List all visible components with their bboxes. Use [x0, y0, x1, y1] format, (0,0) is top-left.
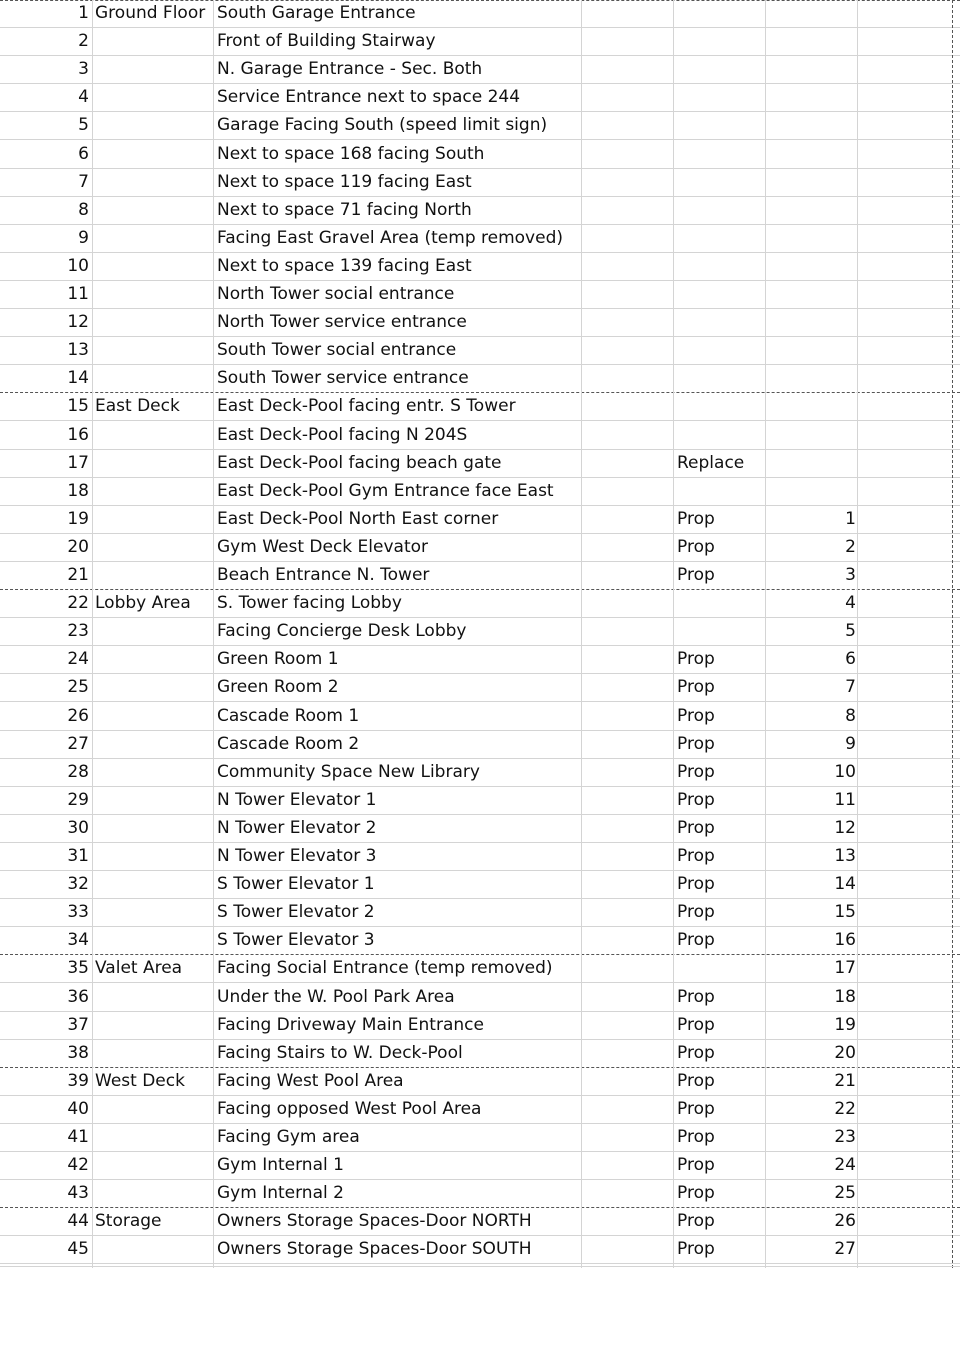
status-cell[interactable]: Prop	[677, 1098, 715, 1119]
row-number-cell[interactable]: 26	[67, 705, 89, 726]
status-cell[interactable]: Prop	[677, 1127, 715, 1147]
location-description-cell[interactable]: Facing West Pool Area	[217, 1070, 404, 1091]
row-number-cell[interactable]: 29	[67, 789, 89, 810]
status-cell[interactable]: Prop	[677, 649, 715, 670]
table-row	[0, 1096, 960, 1124]
row-number-cell[interactable]: 33	[67, 902, 89, 923]
page-break-right	[952, 0, 953, 1268]
count-cell[interactable]	[767, 112, 856, 139]
status-cell[interactable]	[677, 422, 767, 449]
count-cell[interactable]	[767, 478, 856, 505]
row-number-cell[interactable]: 16	[67, 424, 89, 445]
table-row	[0, 871, 960, 899]
status-cell[interactable]	[677, 618, 767, 645]
count-cell[interactable]: 22	[834, 1098, 856, 1119]
area-cell[interactable]: Ground Floor	[95, 3, 206, 23]
row-number-cell[interactable]: 31	[67, 846, 89, 866]
status-cell[interactable]	[677, 225, 767, 252]
area-cell[interactable]	[95, 1236, 213, 1263]
count-cell[interactable]: 14	[834, 874, 856, 895]
row-number-cell[interactable]: 45	[67, 1239, 89, 1260]
area-cell[interactable]	[95, 899, 213, 926]
status-cell[interactable]: Prop	[677, 565, 715, 585]
location-description-cell[interactable]: Facing Gym area	[217, 1127, 360, 1147]
area-cell[interactable]	[95, 1152, 213, 1179]
count-cell[interactable]	[767, 393, 856, 420]
area-cell[interactable]: Storage	[95, 1211, 162, 1232]
status-cell[interactable]: Prop	[677, 1070, 715, 1091]
row-number-cell[interactable]: 34	[67, 930, 89, 951]
location-description-cell[interactable]: S Tower Elevator 1	[217, 874, 375, 895]
count-cell[interactable]	[767, 28, 856, 55]
status-cell[interactable]: Prop	[677, 930, 715, 951]
row-number-cell[interactable]: 15	[67, 396, 89, 417]
count-cell[interactable]	[767, 141, 856, 168]
area-cell[interactable]	[95, 365, 213, 392]
status-cell[interactable]	[677, 56, 767, 83]
location-description-cell[interactable]: N Tower Elevator 2	[217, 817, 377, 838]
count-cell[interactable]: 27	[834, 1239, 856, 1260]
count-cell[interactable]: 20	[834, 1042, 856, 1063]
location-description-cell[interactable]: Facing Concierge Desk Lobby	[217, 621, 467, 642]
row-number-cell[interactable]: 24	[67, 649, 89, 670]
count-cell[interactable]: 15	[834, 902, 856, 923]
table-row	[0, 955, 960, 983]
table-row	[0, 1152, 960, 1180]
count-cell[interactable]: 3	[845, 565, 856, 585]
area-cell[interactable]	[95, 281, 213, 308]
location-description-cell[interactable]: Gym Internal 2	[217, 1183, 344, 1204]
table-row	[0, 393, 960, 421]
status-cell[interactable]: Prop	[677, 1042, 715, 1063]
location-description-cell[interactable]: N Tower Elevator 1	[217, 789, 377, 810]
location-description-cell[interactable]: East Deck-Pool facing N 204S	[217, 424, 468, 445]
area-cell[interactable]	[95, 169, 213, 196]
status-cell[interactable]	[677, 393, 767, 420]
location-description-cell[interactable]: Facing East Gravel Area (temp removed)	[217, 227, 564, 248]
location-description-cell[interactable]: Next to space 71 facing North	[217, 199, 472, 220]
table-row	[0, 225, 960, 253]
count-cell[interactable]: 4	[845, 593, 856, 614]
location-description-cell[interactable]: S. Tower facing Lobby	[217, 593, 402, 614]
count-cell[interactable]: 24	[834, 1155, 856, 1176]
count-cell[interactable]	[767, 281, 856, 308]
table-row	[0, 815, 960, 843]
table-row	[0, 646, 960, 674]
table-row	[0, 1124, 960, 1152]
table-row	[0, 731, 960, 759]
location-description-cell[interactable]: Under the W. Pool Park Area	[217, 986, 455, 1007]
area-cell[interactable]	[95, 56, 213, 83]
status-cell[interactable]	[677, 365, 767, 392]
row-number-cell[interactable]: 2	[78, 31, 89, 52]
area-cell[interactable]	[95, 253, 213, 280]
row-number-cell[interactable]: 38	[67, 1042, 89, 1063]
location-description-cell[interactable]: Owners Storage Spaces-Door NORTH	[217, 1211, 532, 1232]
status-cell[interactable]: Prop	[677, 986, 715, 1007]
count-cell[interactable]: 17	[834, 958, 856, 979]
status-cell[interactable]	[677, 337, 767, 364]
row-number-cell[interactable]: 14	[67, 368, 89, 389]
table-row	[0, 1012, 960, 1040]
row-number-cell[interactable]: 35	[67, 958, 89, 979]
status-cell[interactable]	[677, 955, 767, 982]
count-cell[interactable]: 5	[845, 621, 856, 642]
row-number-cell[interactable]: 27	[67, 733, 89, 754]
row-number-cell[interactable]: 1	[78, 3, 89, 23]
row-number-cell[interactable]: 23	[67, 621, 89, 642]
area-cell[interactable]	[95, 618, 213, 645]
area-cell[interactable]: Lobby Area	[95, 593, 191, 614]
table-row	[0, 422, 960, 450]
area-cell[interactable]	[95, 534, 213, 561]
location-description-cell[interactable]: South Garage Entrance	[217, 3, 416, 23]
status-cell[interactable]	[677, 169, 767, 196]
location-description-cell[interactable]: N Tower Elevator 3	[217, 846, 377, 866]
status-cell[interactable]: Prop	[677, 508, 715, 529]
area-cell[interactable]	[95, 225, 213, 252]
table-row	[0, 141, 960, 169]
location-description-cell[interactable]: Gym West Deck Elevator	[217, 536, 428, 557]
count-cell[interactable]: 16	[834, 930, 856, 951]
area-cell[interactable]	[95, 478, 213, 505]
count-cell[interactable]: 23	[834, 1127, 856, 1147]
count-cell[interactable]	[767, 337, 856, 364]
table-row	[0, 84, 960, 112]
table-row	[0, 0, 960, 28]
table-row	[0, 281, 960, 309]
location-description-cell[interactable]: Next to space 168 facing South	[217, 143, 485, 164]
location-description-cell[interactable]: S Tower Elevator 3	[217, 930, 375, 951]
location-description-cell[interactable]: North Tower social entrance	[217, 284, 455, 304]
count-cell[interactable]: 6	[845, 649, 856, 670]
count-cell[interactable]	[767, 309, 856, 336]
status-cell[interactable]: Prop	[677, 874, 715, 895]
row-number-cell[interactable]: 7	[78, 171, 89, 192]
location-description-cell[interactable]: Beach Entrance N. Tower	[217, 565, 430, 585]
row-number-cell[interactable]: 6	[78, 143, 89, 164]
row-number-cell[interactable]: 11	[67, 284, 89, 304]
table-row	[0, 28, 960, 56]
count-cell[interactable]: 25	[834, 1183, 856, 1204]
area-cell[interactable]	[95, 450, 213, 477]
status-cell[interactable]: Prop	[677, 1155, 715, 1176]
count-cell[interactable]	[767, 56, 856, 83]
location-description-cell[interactable]: Community Space New Library	[217, 761, 480, 782]
count-cell[interactable]	[767, 422, 856, 449]
row-number-cell[interactable]: 39	[67, 1070, 89, 1091]
location-description-cell[interactable]: Green Room 1	[217, 649, 339, 670]
area-cell[interactable]	[95, 984, 213, 1011]
status-cell[interactable]	[677, 590, 767, 617]
count-cell[interactable]	[767, 0, 856, 27]
area-cell[interactable]: East Deck	[95, 396, 180, 417]
table-row	[0, 534, 960, 562]
row-number-cell[interactable]: 42	[67, 1155, 89, 1176]
status-cell[interactable]: Prop	[677, 1183, 715, 1204]
status-cell[interactable]	[677, 478, 767, 505]
status-cell[interactable]	[677, 0, 767, 27]
count-cell[interactable]: 8	[845, 705, 856, 726]
area-cell[interactable]	[95, 309, 213, 336]
status-cell[interactable]: Prop	[677, 902, 715, 923]
count-cell[interactable]: 26	[834, 1211, 856, 1232]
status-cell[interactable]	[677, 28, 767, 55]
location-description-cell[interactable]: East Deck-Pool Gym Entrance face East	[217, 480, 554, 501]
area-cell[interactable]	[95, 1096, 213, 1123]
row-number-cell[interactable]: 3	[78, 59, 89, 80]
row-number-cell[interactable]: 41	[67, 1127, 89, 1147]
area-cell[interactable]	[95, 506, 213, 533]
gridline-vertical	[857, 0, 858, 1268]
status-cell[interactable]: Prop	[677, 817, 715, 838]
table-row	[0, 56, 960, 84]
row-number-cell[interactable]: 19	[67, 508, 89, 529]
location-description-cell[interactable]: East Deck-Pool North East corner	[217, 508, 499, 529]
row-number-cell[interactable]: 40	[67, 1098, 89, 1119]
table-row	[0, 984, 960, 1012]
gridline-bottom	[0, 1266, 960, 1267]
row-number-cell[interactable]: 25	[67, 677, 89, 698]
table-row	[0, 562, 960, 590]
status-cell[interactable]	[677, 309, 767, 336]
area-cell[interactable]	[95, 197, 213, 224]
status-cell[interactable]: Prop	[677, 733, 715, 754]
area-cell[interactable]	[95, 1040, 213, 1067]
table-row	[0, 899, 960, 927]
location-description-cell[interactable]: South Tower service entrance	[217, 368, 469, 389]
status-cell[interactable]: Prop	[677, 677, 715, 698]
location-description-cell[interactable]: Gym Internal 1	[217, 1155, 344, 1176]
table-row	[0, 843, 960, 871]
location-description-cell[interactable]: Next to space 119 facing East	[217, 171, 472, 192]
status-cell[interactable]	[677, 281, 767, 308]
table-row	[0, 1236, 960, 1264]
row-number-cell[interactable]: 44	[67, 1211, 89, 1232]
count-cell[interactable]: 13	[834, 846, 856, 866]
location-description-cell[interactable]: Front of Building Stairway	[217, 31, 436, 52]
location-description-cell[interactable]: Facing Social Entrance (temp removed)	[217, 958, 553, 979]
location-description-cell[interactable]: S Tower Elevator 2	[217, 902, 375, 923]
area-cell[interactable]	[95, 843, 213, 870]
count-cell[interactable]: 7	[845, 677, 856, 698]
area-cell[interactable]	[95, 28, 213, 55]
row-number-cell[interactable]: 5	[78, 115, 89, 136]
status-cell[interactable]: Prop	[677, 1211, 715, 1232]
table-row	[0, 169, 960, 197]
location-description-cell[interactable]: Next to space 139 facing East	[217, 255, 472, 276]
row-number-cell[interactable]: 32	[67, 874, 89, 895]
area-cell[interactable]	[95, 1012, 213, 1039]
location-description-cell[interactable]: Service Entrance next to space 244	[217, 87, 521, 108]
count-cell[interactable]	[767, 450, 856, 477]
count-cell[interactable]: 12	[834, 817, 856, 838]
table-row	[0, 590, 960, 618]
table-row	[0, 506, 960, 534]
location-description-cell[interactable]: N. Garage Entrance - Sec. Both	[217, 59, 483, 80]
count-cell[interactable]	[767, 225, 856, 252]
table-row	[0, 309, 960, 337]
count-cell[interactable]: 19	[834, 1014, 856, 1035]
count-cell[interactable]	[767, 197, 856, 224]
area-cell[interactable]: West Deck	[95, 1070, 185, 1091]
table-row	[0, 197, 960, 225]
table-row	[0, 703, 960, 731]
count-cell[interactable]	[767, 365, 856, 392]
location-description-cell[interactable]: Facing Stairs to W. Deck-Pool	[217, 1042, 463, 1063]
gridline-vertical	[581, 0, 582, 1268]
row-number-cell[interactable]: 13	[67, 340, 89, 361]
status-cell[interactable]: Prop	[677, 789, 715, 810]
count-cell[interactable]: 2	[845, 536, 856, 557]
area-cell[interactable]	[95, 731, 213, 758]
status-cell[interactable]: Prop	[677, 536, 715, 557]
status-cell[interactable]	[677, 112, 767, 139]
count-cell[interactable]	[767, 253, 856, 280]
location-description-cell[interactable]: North Tower service entrance	[217, 312, 467, 333]
area-cell[interactable]	[95, 562, 213, 589]
gridline-vertical	[92, 0, 93, 1268]
table-row	[0, 337, 960, 365]
area-cell[interactable]	[95, 871, 213, 898]
count-cell[interactable]: 11	[834, 789, 856, 810]
row-number-cell[interactable]: 8	[78, 199, 89, 220]
table-row	[0, 1180, 960, 1208]
gridline-vertical	[213, 0, 214, 1268]
area-cell[interactable]	[95, 674, 213, 701]
location-description-cell[interactable]: Owners Storage Spaces-Door SOUTH	[217, 1239, 532, 1260]
row-number-cell[interactable]: 30	[67, 817, 89, 838]
area-cell[interactable]	[95, 787, 213, 814]
area-cell[interactable]	[95, 927, 213, 954]
status-cell[interactable]: Prop	[677, 1014, 715, 1035]
area-cell[interactable]	[95, 112, 213, 139]
area-cell[interactable]	[95, 646, 213, 673]
count-cell[interactable]: 10	[834, 761, 856, 782]
location-description-cell[interactable]: Cascade Room 2	[217, 733, 360, 754]
area-cell[interactable]	[95, 141, 213, 168]
location-description-cell[interactable]: Green Room 2	[217, 677, 339, 698]
area-cell[interactable]: Valet Area	[95, 958, 183, 979]
table-row	[0, 618, 960, 646]
gridline-vertical	[765, 0, 766, 1268]
row-number-cell[interactable]: 36	[67, 986, 89, 1007]
row-number-cell[interactable]: 10	[67, 255, 89, 276]
status-cell[interactable]: Replace	[677, 452, 745, 473]
count-cell[interactable]: 18	[834, 986, 856, 1007]
status-cell[interactable]	[677, 197, 767, 224]
area-cell[interactable]	[95, 422, 213, 449]
table-row	[0, 759, 960, 787]
table-row	[0, 112, 960, 140]
table-row	[0, 365, 960, 393]
table-row	[0, 927, 960, 955]
count-cell[interactable]	[767, 169, 856, 196]
status-cell[interactable]: Prop	[677, 761, 715, 782]
row-number-cell[interactable]: 43	[67, 1183, 89, 1204]
gridline-vertical	[673, 0, 674, 1268]
row-number-cell[interactable]: 20	[67, 536, 89, 557]
status-cell[interactable]: Prop	[677, 705, 715, 726]
row-number-cell[interactable]: 37	[67, 1014, 89, 1035]
status-cell[interactable]	[677, 253, 767, 280]
table-row	[0, 1040, 960, 1068]
location-description-cell[interactable]: Facing Driveway Main Entrance	[217, 1014, 484, 1035]
area-cell[interactable]	[95, 84, 213, 111]
location-description-cell[interactable]: East Deck-Pool facing entr. S Tower	[217, 396, 516, 417]
count-cell[interactable]: 1	[845, 508, 856, 529]
table-row	[0, 1208, 960, 1236]
location-description-cell[interactable]: East Deck-Pool facing beach gate	[217, 452, 502, 473]
table-row	[0, 1068, 960, 1096]
location-description-cell[interactable]: Cascade Room 1	[217, 705, 360, 726]
area-cell[interactable]	[95, 703, 213, 730]
count-cell[interactable]: 9	[845, 733, 856, 754]
location-description-cell[interactable]: Garage Facing South (speed limit sign)	[217, 115, 548, 136]
location-description-cell[interactable]: South Tower social entrance	[217, 340, 457, 361]
row-number-cell[interactable]: 28	[67, 761, 89, 782]
status-cell[interactable]	[677, 141, 767, 168]
table-row	[0, 450, 960, 478]
status-cell[interactable]	[677, 84, 767, 111]
row-number-cell[interactable]: 18	[67, 480, 89, 501]
area-cell[interactable]	[95, 815, 213, 842]
table-row	[0, 674, 960, 702]
count-cell[interactable]	[767, 84, 856, 111]
area-cell[interactable]	[95, 1124, 213, 1151]
row-number-cell[interactable]: 4	[78, 87, 89, 108]
table-row	[0, 478, 960, 506]
row-number-cell[interactable]: 21	[67, 565, 89, 585]
area-cell[interactable]	[95, 337, 213, 364]
count-cell[interactable]: 21	[834, 1070, 856, 1091]
table-row	[0, 787, 960, 815]
area-cell[interactable]	[95, 1180, 213, 1207]
location-description-cell[interactable]: Facing opposed West Pool Area	[217, 1098, 482, 1119]
row-number-cell[interactable]: 17	[67, 452, 89, 473]
row-number-cell[interactable]: 12	[67, 312, 89, 333]
table-row	[0, 253, 960, 281]
status-cell[interactable]: Prop	[677, 846, 715, 866]
row-number-cell[interactable]: 9	[78, 227, 89, 248]
row-number-cell[interactable]: 22	[67, 593, 89, 614]
status-cell[interactable]: Prop	[677, 1239, 715, 1260]
area-cell[interactable]	[95, 759, 213, 786]
